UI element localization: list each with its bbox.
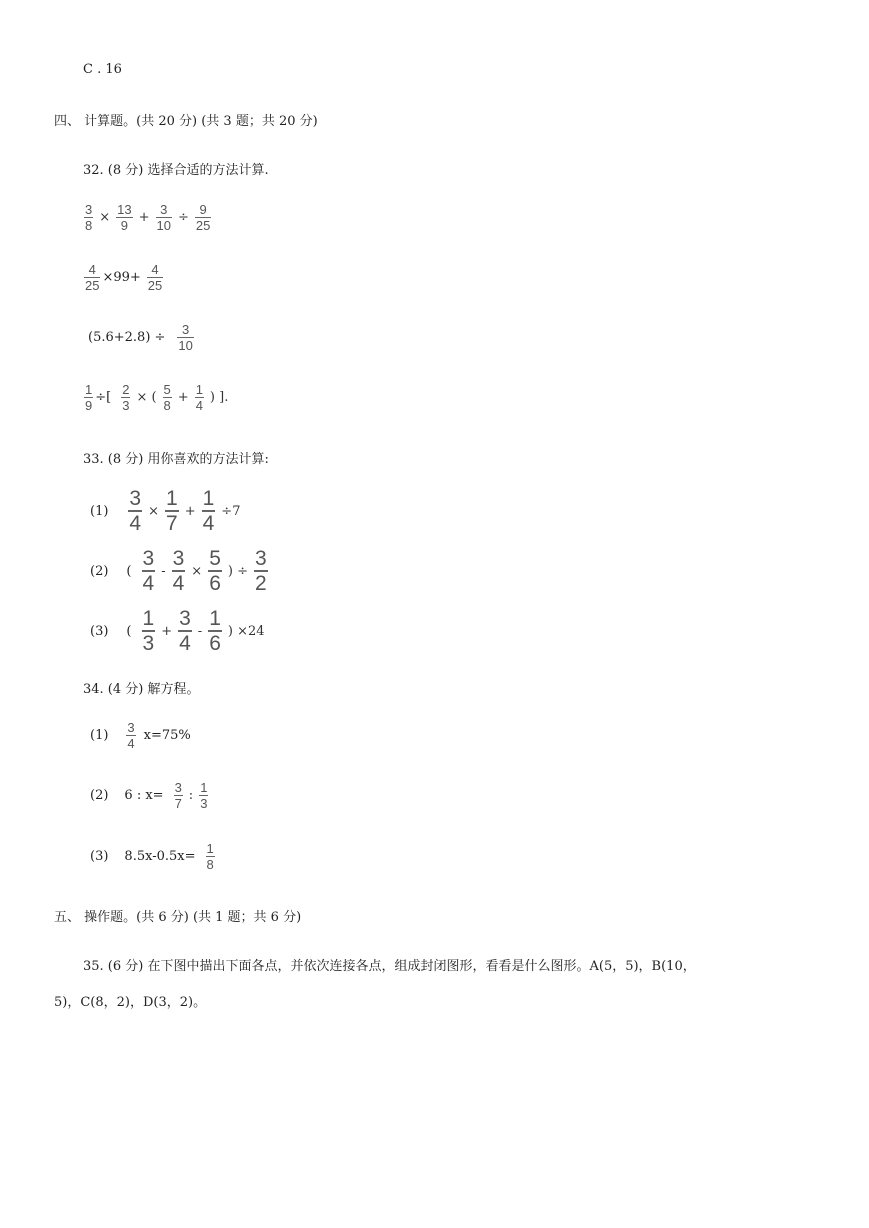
fraction: $\frac{1}{9}$	[85, 382, 93, 413]
item-label: (1)	[90, 503, 109, 519]
expression-text: ×99+	[102, 270, 141, 285]
q34-item-3	[90, 842, 217, 871]
fraction: $\frac{5}{6}$	[209, 547, 221, 595]
operator: × (	[136, 390, 157, 405]
question-35-line-1: 35. (6 分) 在下图中描出下面各点，并依次连接各点，组成封闭图形，看看是什么图形。A(5，5)，B(10，	[83, 959, 696, 974]
item-label: (3)	[90, 623, 109, 639]
expression-text: 8.5x-0.5x=	[124, 849, 196, 864]
fraction: $\frac{4}{25}$	[147, 262, 163, 293]
operator: (	[126, 623, 132, 639]
fraction: $\frac{3}{10}$	[156, 202, 171, 233]
question-32-header: 32. (8 分) 选择合适的方法计算.	[83, 163, 269, 178]
fraction: $\frac{1}{7}$	[166, 487, 178, 535]
operator: +	[138, 210, 150, 225]
item-label: (2)	[90, 788, 109, 803]
fraction: $\frac{1}{6}$	[209, 607, 221, 655]
q32-expression-1	[82, 203, 213, 232]
fraction: $\frac{1}{8}$	[206, 841, 214, 872]
operator: ) ÷	[227, 563, 248, 579]
fraction: $\frac{3}{7}$	[174, 780, 182, 811]
operator: ×	[148, 503, 160, 519]
expression-text: (5.6+2.8) ÷	[88, 330, 166, 345]
operator: +	[177, 390, 189, 405]
section-4-heading: 四、 计算题。(共 20 分) (共 3 题；共 20 分)	[54, 114, 318, 129]
fraction: $\frac{3}{4}$	[142, 547, 155, 595]
fraction: $\frac{3}{4}$	[172, 547, 185, 595]
q34-item-1	[90, 721, 191, 750]
section-5-heading: 五、 操作题。(共 6 分) (共 1 题；共 6 分)	[54, 910, 302, 925]
q33-item-1	[90, 488, 244, 534]
item-label: (2)	[90, 563, 109, 579]
question-35-line-2: 5)，C(8，2)，D(3，2)。	[54, 995, 207, 1010]
item-label: (3)	[90, 849, 109, 864]
operator: (	[126, 563, 132, 579]
operator: ) ].	[209, 390, 229, 405]
fraction: $\frac{3}{8}$	[85, 202, 93, 233]
operator: ÷7	[221, 503, 241, 519]
operator: ÷	[177, 210, 189, 225]
fraction: $\frac{1}{3}$	[200, 780, 208, 811]
q32-expression-4	[82, 383, 232, 412]
question-34-header: 34. (4 分) 解方程。	[83, 682, 200, 697]
q32-expression-3	[88, 323, 196, 352]
operator: ×	[191, 563, 203, 579]
fraction: $\frac{3}{4}$	[127, 720, 135, 751]
fraction: $\frac{1}{4}$	[195, 382, 203, 413]
fraction: $\frac{3}{10}$	[178, 322, 193, 353]
item-label: (1)	[90, 728, 109, 743]
fraction: $\frac{3}{4}$	[129, 487, 142, 535]
fraction: $\frac{3}{2}$	[254, 547, 267, 595]
operator: ×	[99, 210, 111, 225]
operator: +	[161, 623, 173, 639]
fraction: $\frac{13}{9}$	[117, 202, 132, 233]
q32-expression-2	[82, 263, 165, 292]
expression-text: 6 : x=	[124, 788, 164, 803]
question-33-header: 33. (8 分) 用你喜欢的方法计算:	[83, 452, 269, 467]
fraction: $\frac{4}{25}$	[85, 262, 100, 293]
operator: ÷[	[95, 390, 112, 405]
operator: -	[197, 623, 203, 639]
operator: -	[161, 563, 166, 579]
q34-item-2	[90, 781, 210, 810]
fraction: $\frac{9}{25}$	[195, 202, 211, 233]
fraction: $\frac{5}{8}$	[163, 382, 171, 413]
q33-item-3	[90, 608, 269, 654]
operator: :	[188, 788, 194, 803]
fraction: $\frac{3}{4}$	[179, 607, 191, 655]
fraction: $\frac{1}{4}$	[202, 487, 215, 535]
fraction: $\frac{2}{3}$	[122, 382, 130, 413]
fraction: $\frac{1}{3}$	[142, 607, 155, 655]
option-c: C . 16	[83, 62, 122, 77]
q33-item-2	[90, 548, 270, 594]
operator: +	[184, 503, 196, 519]
expression-text: x=75%	[143, 728, 191, 743]
operator: ) ×24	[227, 623, 265, 639]
